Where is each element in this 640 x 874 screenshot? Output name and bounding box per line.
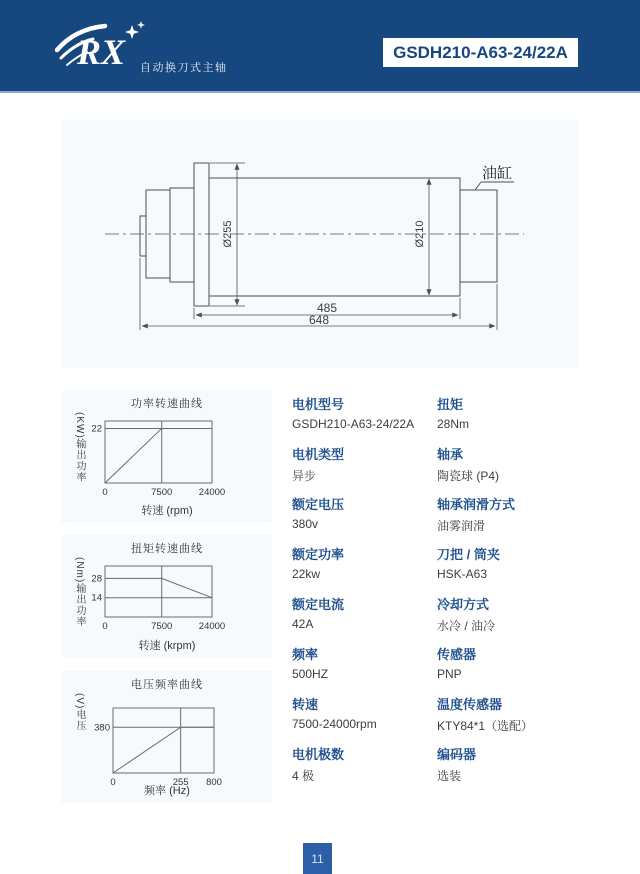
spec-value: 油雾润滑 <box>437 519 486 533</box>
chart-ylabel: (V)电压 <box>74 693 85 732</box>
x-tick-label: 0 <box>110 777 116 788</box>
spindle-drawing-svg <box>62 120 578 368</box>
dia-flange-label: Ø255 <box>222 220 234 248</box>
spec-item <box>437 394 592 444</box>
spec-item <box>437 694 592 744</box>
spec-value: PNP <box>437 667 462 681</box>
spindle-technical-drawing <box>62 120 578 368</box>
page-header <box>0 0 640 93</box>
oil-cylinder <box>460 190 497 282</box>
series-line <box>105 428 212 483</box>
x-tick-label: 7500 <box>151 487 173 498</box>
model-badge <box>383 38 578 67</box>
series-line <box>105 578 212 597</box>
spec-item <box>292 544 437 594</box>
spec-label: 温度传感器 <box>437 697 503 712</box>
x-tick-label: 24000 <box>198 621 226 632</box>
dia-body-label: Ø210 <box>414 220 426 248</box>
y-tick-label: 14 <box>91 592 102 604</box>
spec-label: 转速 <box>292 697 319 712</box>
front-step-2 <box>170 188 194 282</box>
spec-item <box>292 494 437 544</box>
spec-label: 轴承润滑方式 <box>437 497 516 512</box>
spec-label: 额定电流 <box>292 597 345 612</box>
y-tick-label: 380 <box>94 722 110 734</box>
spec-label: 额定电压 <box>292 497 345 512</box>
oil-cylinder-label: 油缸 <box>482 165 513 182</box>
spec-item <box>292 694 437 744</box>
spec-value: 选装 <box>437 769 462 783</box>
chart-title: 功率转速曲线 <box>131 398 203 410</box>
spec-value: 异步 <box>292 469 317 483</box>
spec-item <box>437 444 592 494</box>
plot-box <box>105 421 212 483</box>
spec-item <box>292 744 437 794</box>
spec-item <box>292 394 437 444</box>
spec-label: 扭矩 <box>437 397 464 412</box>
spec-value: 28Nm <box>437 417 470 431</box>
model-badge-text: GSDH210-A63-24/22A <box>393 42 568 62</box>
chart-title: 扭矩转速曲线 <box>131 543 203 555</box>
dim-overall-length-label: 648 <box>308 313 330 327</box>
spec-value: 380v <box>292 517 319 531</box>
chart-xlabel: 频率 (Hz) <box>144 785 190 797</box>
chart-xlabel: 转速 (rpm) <box>141 505 193 517</box>
y-tick-label: 28 <box>91 573 102 585</box>
sparkle-icon <box>125 25 139 39</box>
spec-value: 4 极 <box>292 769 315 783</box>
chart-ylabel: (Nm)输出功率 <box>74 557 85 628</box>
spec-grid <box>292 394 592 794</box>
spec-item <box>437 594 592 644</box>
torque-speed-chart <box>62 535 272 658</box>
x-tick-label: 24000 <box>198 487 226 498</box>
spec-label: 电机类型 <box>292 447 345 462</box>
spec-label: 编码器 <box>437 747 477 762</box>
spec-label: 轴承 <box>437 447 464 462</box>
spec-label: 频率 <box>292 647 319 662</box>
shaft-nose <box>140 216 146 256</box>
brand-logo <box>55 20 255 78</box>
x-tick-label: 800 <box>206 777 222 788</box>
spec-label: 冷却方式 <box>437 597 490 612</box>
spec-item <box>292 644 437 694</box>
spec-item <box>292 594 437 644</box>
dim-body-length-label: 485 <box>316 301 338 315</box>
y-tick-label: 22 <box>91 423 102 435</box>
spec-label: 电机型号 <box>292 397 345 412</box>
spec-item <box>437 744 592 794</box>
spec-value: 22kw <box>292 567 321 581</box>
spec-item <box>437 644 592 694</box>
spec-value: 7500-24000rpm <box>292 717 377 731</box>
brand-text: RX <box>77 32 126 72</box>
spec-value: 42A <box>292 617 314 631</box>
series-line <box>113 727 214 773</box>
x-tick-label: 0 <box>102 487 108 498</box>
spec-value: 500HZ <box>292 667 329 681</box>
spec-value: GSDH210-A63-24/22A <box>292 417 415 431</box>
spec-label: 刀把 / 筒夹 <box>437 547 500 562</box>
page-number-badge <box>303 843 332 874</box>
page-number: 11 <box>311 851 324 866</box>
x-tick-label: 0 <box>102 621 108 632</box>
spec-value: KTY84*1（选配） <box>437 719 534 733</box>
chart-ylabel: (KW)输出功率 <box>74 412 85 483</box>
leader-line <box>475 182 481 190</box>
flange <box>194 163 209 306</box>
chart-title: 电压频率曲线 <box>131 679 203 691</box>
spec-value: HSK-A63 <box>437 567 488 581</box>
spec-item <box>292 444 437 494</box>
spec-item <box>437 544 592 594</box>
chart-xlabel: 转速 (krpm) <box>138 640 196 652</box>
x-tick-label: 255 <box>172 777 189 788</box>
spec-label: 电机极数 <box>292 747 345 762</box>
brand-tagline: 自动换刀式主轴 <box>140 62 228 74</box>
x-tick-label: 7500 <box>151 621 173 632</box>
spec-item <box>437 494 592 544</box>
spec-label: 传感器 <box>437 647 477 662</box>
power-speed-chart <box>62 390 272 523</box>
voltage-frequency-chart <box>62 671 272 803</box>
spec-value: 水冷 / 油冷 <box>437 619 496 633</box>
spec-label: 额定功率 <box>292 547 345 562</box>
spec-value: 陶瓷球 (P4) <box>437 469 500 483</box>
